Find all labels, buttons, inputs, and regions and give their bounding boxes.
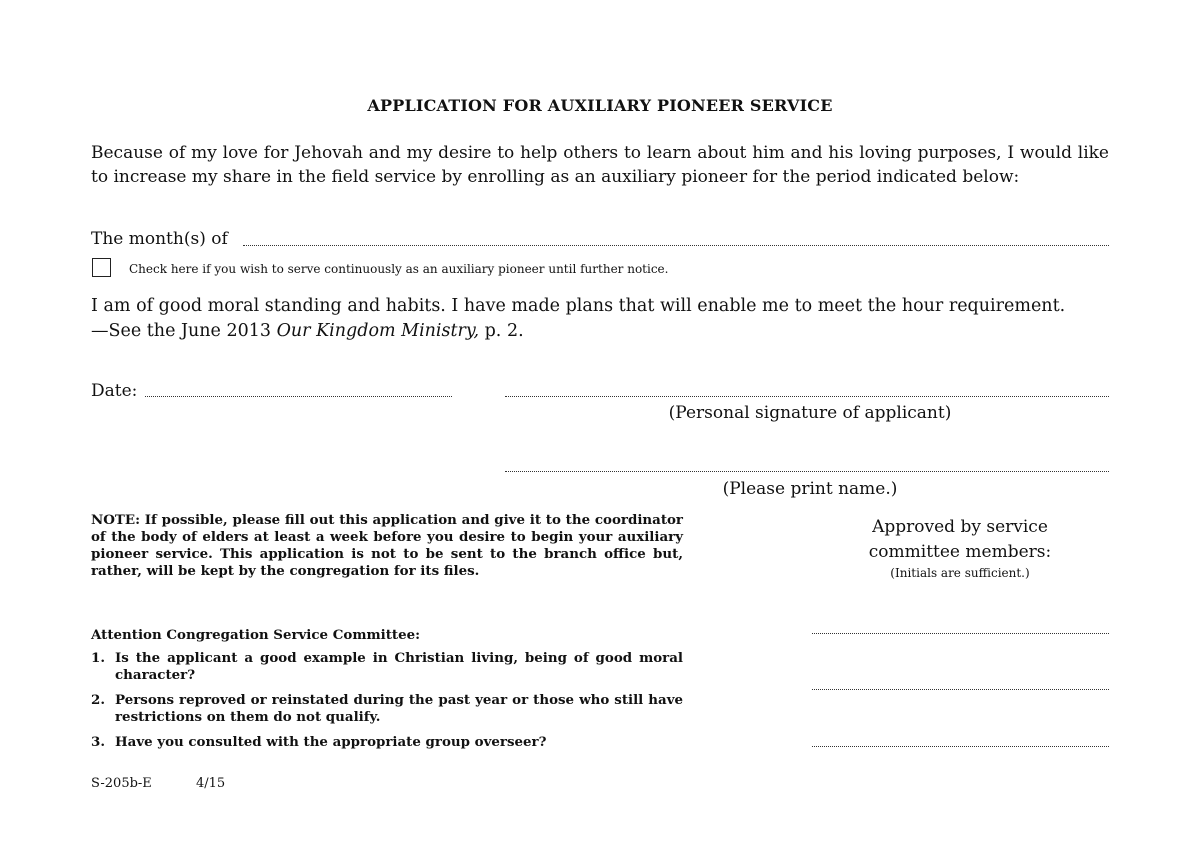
question-number: 2. — [91, 692, 105, 708]
initials-field-3[interactable] — [812, 746, 1109, 747]
question-item — [91, 650, 683, 684]
form-revision-date: 4/15 — [196, 776, 226, 791]
form-code: S-205b-E — [91, 776, 152, 791]
moral-statement — [91, 294, 1109, 344]
form-title: APPLICATION FOR AUXILIARY PIONEER SERVICE — [367, 96, 833, 115]
publication-title: Our Kingdom Ministry, — [276, 321, 480, 341]
date-field[interactable] — [145, 396, 452, 397]
approved-line-2: committee members: — [868, 542, 1052, 562]
initials-field-1[interactable] — [812, 633, 1109, 634]
committee-heading: Attention Congregation Service Committee: — [91, 627, 421, 643]
see-reference-prefix: —See the June 2013 — [91, 321, 277, 341]
approved-line-1: Approved by service — [872, 517, 1048, 537]
initials-field-2[interactable] — [812, 689, 1109, 690]
approved-heading — [815, 515, 1105, 565]
approved-subtext: (Initials are sufficient.) — [890, 566, 1030, 580]
month-label: The month(s) of — [91, 229, 228, 249]
question-text: Have you consulted with the appropriate group overseer? — [115, 734, 547, 750]
question-number: 3. — [91, 734, 105, 750]
signature-field[interactable] — [505, 396, 1109, 397]
question-text: Is the applicant a good example in Christian living, being of good moral character? — [115, 650, 683, 683]
intro-paragraph: Because of my love for Jehovah and my desire to help others to learn about him and his loving purposes, I would like to increase my share in the field service by enrolling as an auxiliary pioneer for the period indicated below: — [91, 143, 1109, 187]
print-name-field[interactable] — [505, 471, 1109, 472]
continuous-checkbox[interactable] — [92, 258, 111, 277]
date-label: Date: — [91, 381, 138, 401]
signature-caption: (Personal signature of applicant) — [668, 403, 952, 423]
note-paragraph: NOTE: If possible, please fill out this application and give it to the coordinator of the body of elders at least a week before you desire to begin your auxiliary pioneer service. This application is not to be sent to the branch office but, rather, will be kept by the congregation for its files. — [91, 512, 683, 579]
moral-line: I am of good moral standing and habits. I have made plans that will enable me to meet the hour requirement. — [91, 296, 1066, 316]
question-item — [91, 692, 683, 726]
page-reference: p. 2. — [479, 321, 524, 341]
question-item — [91, 734, 683, 751]
question-number: 1. — [91, 650, 105, 666]
print-name-caption: (Please print name.) — [722, 479, 898, 499]
continuous-label: Check here if you wish to serve continuously as an auxiliary pioneer until further notice. — [129, 262, 669, 276]
month-field[interactable] — [243, 245, 1109, 246]
question-text: Persons reproved or reinstated during the past year or those who still have restrictions on them do not qualify. — [115, 692, 683, 725]
